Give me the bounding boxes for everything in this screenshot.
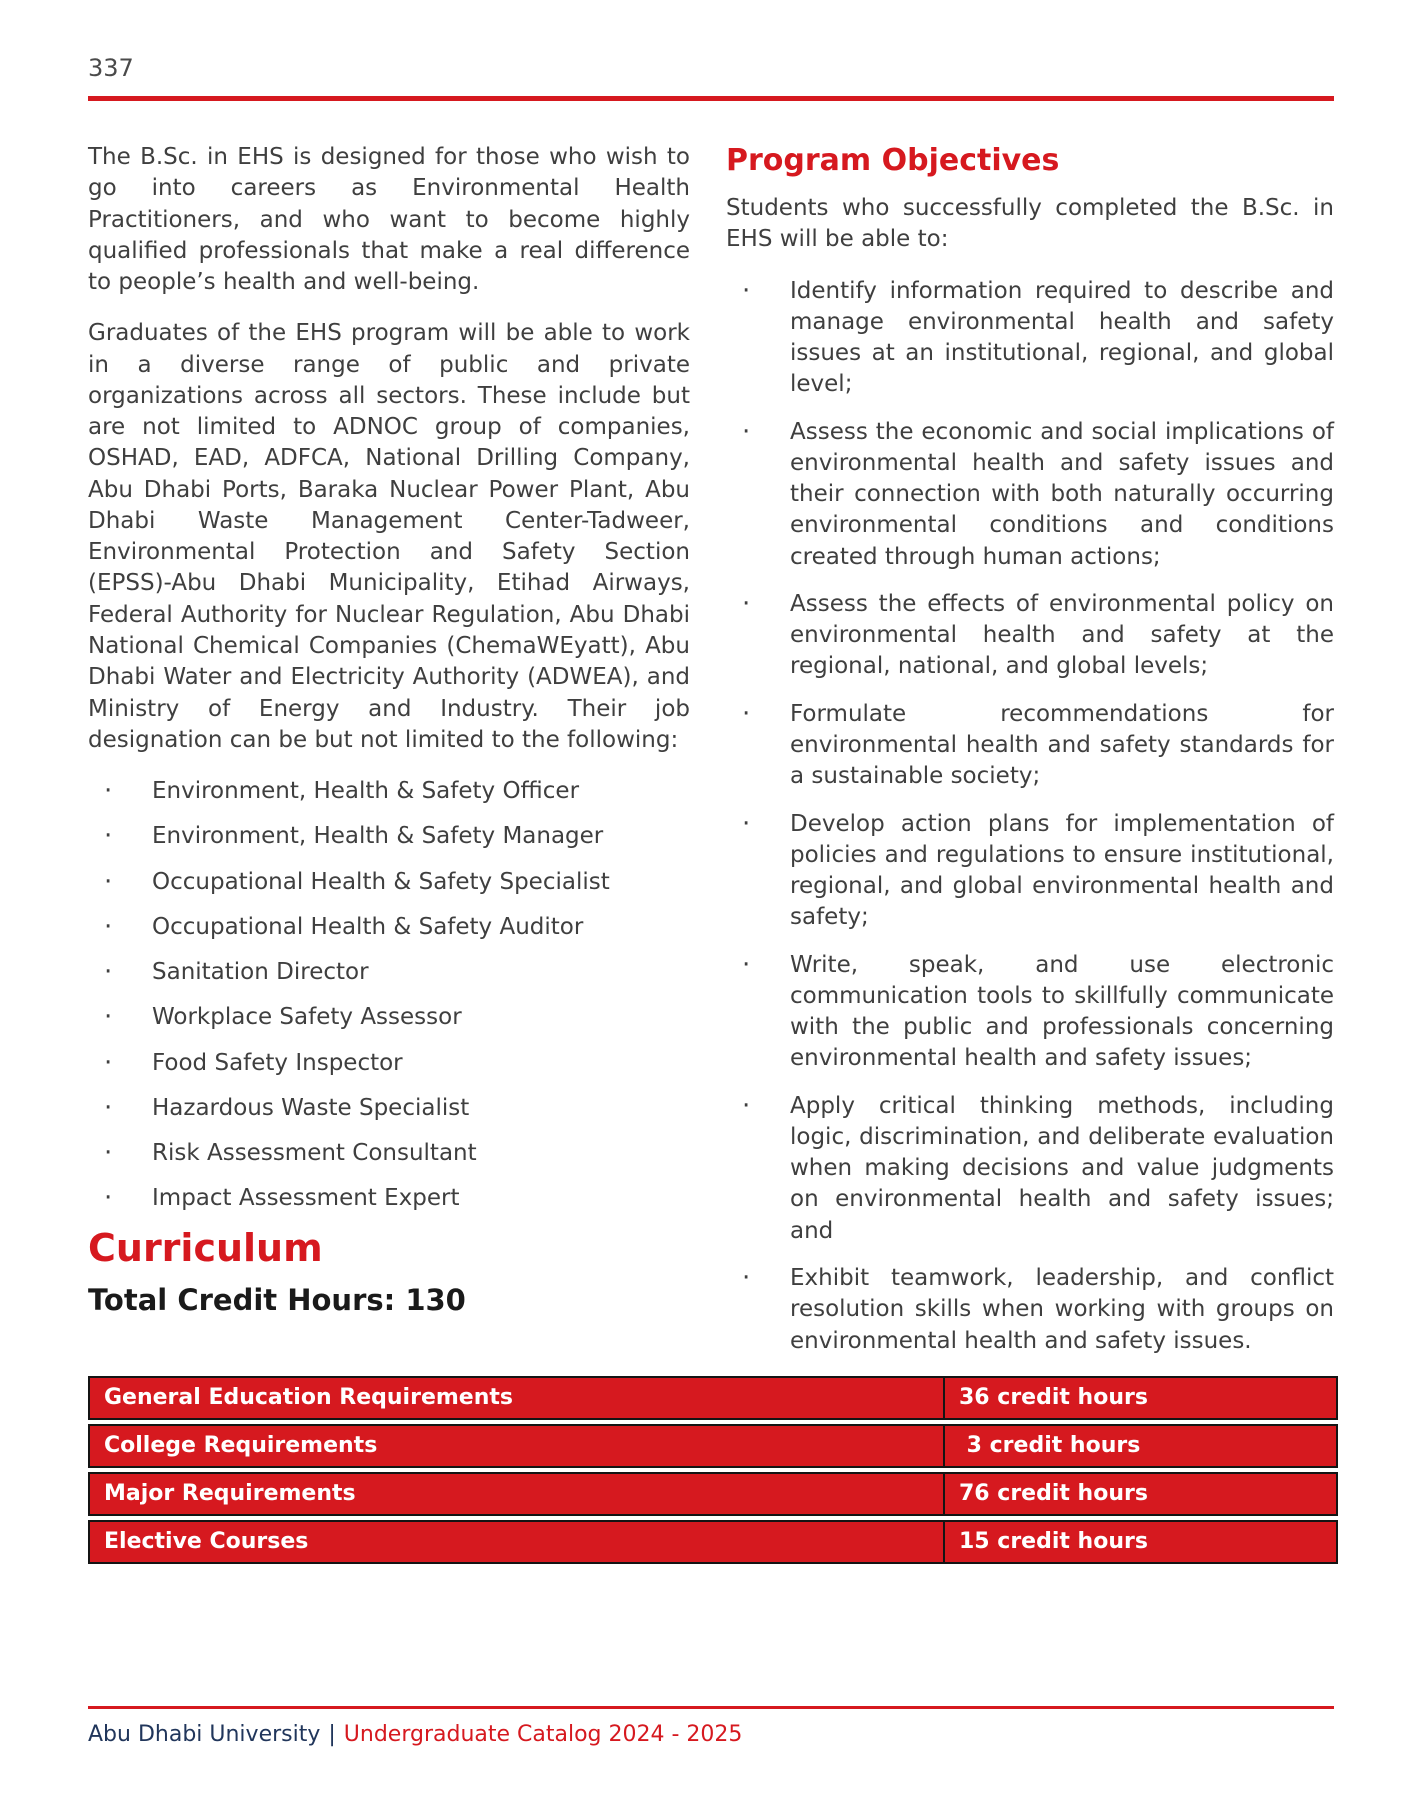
job-title-item: · Impact Assessment Expert [88, 1183, 690, 1214]
program-objective-item: · Apply critical thinking methods, including logic, discrimination, and deliberate evaluation when making decisions and value judgments on environmental health and safety issues; and [726, 1091, 1334, 1247]
credit-hours-cell: 76 credit hours [945, 1472, 1338, 1516]
job-title-item: · Sanitation Director [88, 957, 690, 988]
curriculum-section [88, 1228, 1334, 1317]
table-row [88, 1472, 1338, 1516]
job-title-item: · Environment, Health & Safety Officer [88, 776, 690, 807]
program-objective-item: · Exhibit teamwork, leadership, and conflict resolution skills when working with groups on environmental health and safety issues. [726, 1263, 1334, 1357]
requirement-label-cell: College Requirements [88, 1424, 945, 1468]
curriculum-heading: Curriculum [88, 1226, 323, 1270]
total-credit-hours: Total Credit Hours: 130 [88, 1282, 466, 1317]
program-objective-item: · Develop action plans for implementation of policies and regulations to ensure institutional, regional, and global environmental health and safety; [726, 809, 1334, 934]
program-objectives-heading: Program Objectives [726, 143, 1060, 178]
right-column [726, 142, 1334, 1373]
job-title-item: · Workplace Safety Assessor [88, 1002, 690, 1033]
requirement-label-cell: Major Requirements [88, 1472, 945, 1516]
page-number: 337 [88, 54, 134, 82]
program-objective-item: · Assess the effects of environmental policy on environmental health and safety at the regional, national, and global levels; [726, 589, 1334, 683]
program-objectives-intro: Students who successfully completed the B.Sc. in EHS will be able to: [726, 195, 1334, 253]
job-title-item: · Environment, Health & Safety Manager [88, 821, 690, 852]
credit-hours-cell: 15 credit hours [945, 1520, 1338, 1564]
header-rule [88, 96, 1334, 101]
footer-catalog-title: Undergraduate Catalog 2024 - 2025 [343, 1722, 743, 1747]
credit-hours-table [88, 1372, 1338, 1568]
credit-hours-cell: 3 credit hours [945, 1424, 1338, 1468]
table-row [88, 1376, 1338, 1420]
requirement-label-cell: General Education Requirements [88, 1376, 945, 1420]
program-objective-item: · Identify information required to describe and manage environmental health and safety issues at an institutional, regional, and global level; [726, 276, 1334, 401]
job-title-item: · Hazardous Waste Specialist [88, 1093, 690, 1124]
footer-rule [88, 1706, 1334, 1709]
table-row [88, 1520, 1338, 1564]
intro-paragraph: Graduates of the EHS program will be able to work in a diverse range of public and private organizations across all sectors. These include but are not limited to ADNOC group of companies, OSHAD, EAD, ADFCA, National Drilling Company, Abu Dhabi Ports, Baraka Nuclear Power Plant, Abu Dhabi Waste Management Center-Tadweer, Environmental Protection and Safety Section (EPSS)-Abu Dhabi Municipality, Etihad Airways, Federal Authority for Nuclear Regulation, Abu Dhabi National Chemical Companies (ChemaWEyatt), Abu Dhabi Water and Electricity Authority (ADWEA), and Ministry of Energy and Industry. Their job designation can be but not limited to the following: [88, 320, 690, 753]
program-objective-item: · Write, speak, and use electronic communication tools to skillfully communicate with the public and professionals concerning environmental health and safety issues; [726, 950, 1334, 1075]
credit-hours-table-body [88, 1376, 1338, 1564]
job-titles-list [88, 776, 690, 1215]
footer-institution: Abu Dhabi University [88, 1722, 321, 1747]
footer [88, 1722, 742, 1747]
two-column-body [88, 142, 1334, 1373]
job-title-item: · Risk Assessment Consultant [88, 1138, 690, 1169]
table-row [88, 1424, 1338, 1468]
job-title-item: · Occupational Health & Safety Auditor [88, 912, 690, 943]
program-objective-item: · Assess the economic and social implications of environmental health and safety issues and their connection with both naturally occurring environmental conditions and conditions created through human actions; [726, 417, 1334, 573]
footer-separator: | [328, 1722, 336, 1747]
job-title-item: · Food Safety Inspector [88, 1048, 690, 1079]
requirement-label-cell: Elective Courses [88, 1520, 945, 1564]
program-objectives-list [726, 276, 1334, 1357]
left-column [88, 142, 690, 1373]
credit-hours-cell: 36 credit hours [945, 1376, 1338, 1420]
intro-paragraph: The B.Sc. in EHS is designed for those who wish to go into careers as Environmental Health Practitioners, and who want to become highly qualified professionals that make a real difference to people’s health and well-being. [88, 144, 690, 296]
job-title-item: · Occupational Health & Safety Specialist [88, 867, 690, 898]
program-objective-item: · Formulate recommendations for environmental health and safety standards for a sustainable society; [726, 699, 1334, 793]
